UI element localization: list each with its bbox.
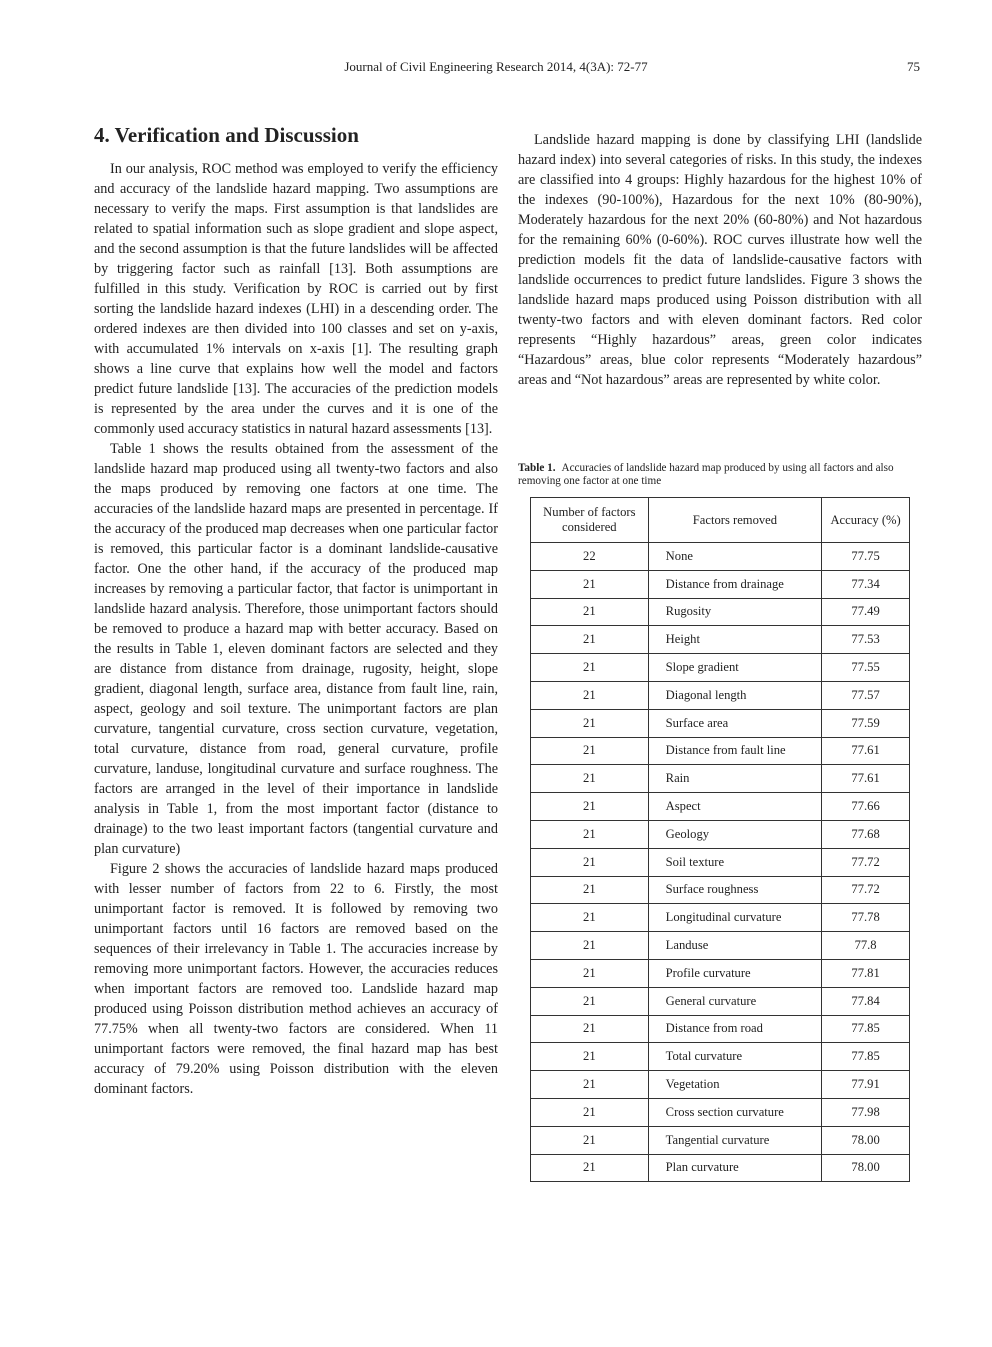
cell-factor-removed: Profile curvature	[648, 959, 822, 987]
paragraph-roc-method: In our analysis, ROC method was employed to verify the efficiency and accuracy of the landslide hazard mapping. Two assumptions are necessary to verify the maps. First assumption is that landslides are related to spatial information such as slope gradient and slope aspect, and the second assumption is that the future landslides will be affected by triggering factor such as rainfall [13]. Both assumptions are fulfilled in this study. Verification by ROC is carried out by first sorting the landslide hazard indexes (LHI) in a descending order. The ordered indexes are then divided into 100 classes and set on y-axis, with accumulated 1% intervals on x-axis [1]. The resulting graph shows a line curve that explains how well the model and factors predict future landslide [13]. The accuracies of the prediction models is represented by the area under the curves and it is one of the commonly used accuracy statistics in natural hazard assessments [13].	[94, 161, 498, 437]
cell-number-of-factors: 21	[531, 793, 649, 821]
cell-factor-removed: Surface roughness	[648, 876, 822, 904]
section-title: 4. Verification and Discussion	[94, 123, 359, 147]
cell-number-of-factors: 21	[531, 848, 649, 876]
cell-factor-removed: None	[648, 543, 822, 571]
cell-number-of-factors: 21	[531, 737, 649, 765]
page-number: 75	[907, 59, 920, 74]
cell-accuracy: 77.49	[822, 598, 910, 626]
table-row	[531, 904, 910, 932]
cell-factor-removed: Distance from drainage	[648, 570, 822, 598]
cell-number-of-factors: 21	[531, 932, 649, 960]
cell-number-of-factors: 21	[531, 1098, 649, 1126]
cell-number-of-factors: 21	[531, 1154, 649, 1182]
cell-number-of-factors: 21	[531, 654, 649, 682]
cell-factor-removed: Distance from road	[648, 1015, 822, 1043]
cell-accuracy: 77.81	[822, 959, 910, 987]
cell-factor-removed: Aspect	[648, 793, 822, 821]
table-header-row	[531, 498, 910, 543]
cell-accuracy: 77.72	[822, 876, 910, 904]
table-row	[531, 570, 910, 598]
table-row	[531, 1071, 910, 1099]
cell-factor-removed: Diagonal length	[648, 681, 822, 709]
table-caption-label: Table 1.	[518, 462, 556, 474]
cell-number-of-factors: 21	[531, 598, 649, 626]
journal-citation: Journal of Civil Engineering Research 2014, 4(3A): 72-77	[344, 59, 648, 74]
cell-accuracy: 77.61	[822, 765, 910, 793]
cell-accuracy: 77.72	[822, 848, 910, 876]
running-header	[0, 59, 992, 79]
cell-accuracy: 78.00	[822, 1154, 910, 1182]
cell-factor-removed: Landuse	[648, 932, 822, 960]
cell-number-of-factors: 21	[531, 1043, 649, 1071]
cell-factor-removed: Surface area	[648, 709, 822, 737]
cell-accuracy: 77.85	[822, 1015, 910, 1043]
paragraph-table-results: Table 1 shows the results obtained from the assessment of the landslide hazard map produced using all twenty-two factors and also the maps produced by removing one factors at one time. The accuracies of the landslide hazard maps are presented in percentage. If the accuracy of the produced map decreases when one particular factor is removed, this particular factor is a dominant landslide-causative factor. One the other hand, if the accuracy of the produced map increases by removing a particular factor, that factor is unimportant in landslide hazard analysis. Therefore, those unimportant factors should be removed to produce a hazard map with better accuracy. Based on the results in Table 1, eleven dominant factors are selected and they are distance from distance from drainage, rugosity, height, slope gradient, diagonal length, surface area, distance from fault line, rain, aspect, geology and soil texture. The unimportant factors are plan curvature, tangential curvature, cross section curvature, vegetation, total curvature, distance from road, general curvature, profile curvature, landuse, longitudinal curvature and surface roughness. The factors are arranged in the level of their importance in landslide analysis in Table 1, from the most important factor (distance to drainage) to the two least important factors (tangential curvature and plan curvature)	[94, 441, 498, 857]
cell-number-of-factors: 21	[531, 570, 649, 598]
cell-factor-removed: Plan curvature	[648, 1154, 822, 1182]
table-row	[531, 820, 910, 848]
paragraph-figure-2: Figure 2 shows the accuracies of landslide hazard maps produced with lesser number of factors from 22 to 6. Firstly, the most unimportant factor is removed. It is followed by removing two unimportant factors until 16 factors are removed based on the sequences of their irrelevancy in Table 1. The accuracies increase by removing more unimportant factors. However, the accuracies reduces when important factors are removed too. Landslide hazard map produced using Poisson distribution method achieves an accuracy of 77.75% when all twenty-two factors are considered. When 11 unimportant factors were removed, the final hazard map has best accuracy of 79.20% using Poisson distribution with the eleven dominant factors.	[94, 861, 498, 1097]
cell-number-of-factors: 21	[531, 765, 649, 793]
cell-factor-removed: Total curvature	[648, 1043, 822, 1071]
cell-accuracy: 77.59	[822, 709, 910, 737]
cell-accuracy: 77.91	[822, 1071, 910, 1099]
table-body	[531, 543, 910, 1182]
header-factors-removed: Factors removed	[648, 498, 822, 543]
table-row	[531, 598, 910, 626]
right-column	[518, 130, 922, 390]
cell-number-of-factors: 21	[531, 820, 649, 848]
table-caption-text: Accuracies of landslide hazard map produced by using all factors and also removing one factor at one time	[518, 462, 894, 487]
cell-accuracy: 77.84	[822, 987, 910, 1015]
cell-factor-removed: Longitudinal curvature	[648, 904, 822, 932]
table-row	[531, 681, 910, 709]
cell-accuracy: 77.8	[822, 932, 910, 960]
table-row	[531, 932, 910, 960]
table-row	[531, 793, 910, 821]
cell-factor-removed: Geology	[648, 820, 822, 848]
cell-number-of-factors: 22	[531, 543, 649, 571]
cell-accuracy: 77.53	[822, 626, 910, 654]
header-number-of-factors: Number of factors considered	[531, 498, 649, 543]
cell-factor-removed: Soil texture	[648, 848, 822, 876]
table-row	[531, 876, 910, 904]
cell-number-of-factors: 21	[531, 959, 649, 987]
cell-number-of-factors: 21	[531, 904, 649, 932]
table-row	[531, 654, 910, 682]
cell-number-of-factors: 21	[531, 1015, 649, 1043]
cell-accuracy: 77.57	[822, 681, 910, 709]
table-row	[531, 709, 910, 737]
cell-accuracy: 77.61	[822, 737, 910, 765]
cell-number-of-factors: 21	[531, 626, 649, 654]
table-row	[531, 1126, 910, 1154]
left-column	[94, 122, 498, 1099]
cell-accuracy: 77.78	[822, 904, 910, 932]
cell-accuracy: 77.68	[822, 820, 910, 848]
table-row	[531, 1015, 910, 1043]
paragraph-hazard-mapping: Landslide hazard mapping is done by classifying LHI (landslide hazard index) into several categories of risks. In this study, the indexes are classified into 4 groups: Highly hazardous for the highest 10% of the indexes (90-100%), Hazardous for the next 10% (80-90%), Moderately hazardous for the next 20% (60-80%) and Not hazardous for the remaining 60% (0-60%). ROC curves illustrate how well the prediction models fit the data of landslide-causative factors with landslide occurrences to predict future landslides. Figure 3 shows the landslide hazard maps produced using Poisson distribution with all twenty-two factors and with eleven dominant factors. Red color represents “Highly hazardous” areas, green color indicates “Hazardous” areas, blue color represents “Moderately hazardous” areas and “Not hazardous” areas are represented by white color.	[518, 132, 922, 388]
cell-factor-removed: Vegetation	[648, 1071, 822, 1099]
cell-accuracy: 77.55	[822, 654, 910, 682]
table-row	[531, 1154, 910, 1182]
accuracy-table	[530, 497, 910, 1182]
cell-accuracy: 77.85	[822, 1043, 910, 1071]
table-row	[531, 987, 910, 1015]
cell-accuracy: 77.66	[822, 793, 910, 821]
cell-factor-removed: General curvature	[648, 987, 822, 1015]
cell-accuracy: 78.00	[822, 1126, 910, 1154]
cell-number-of-factors: 21	[531, 681, 649, 709]
table-row	[531, 737, 910, 765]
cell-number-of-factors: 21	[531, 876, 649, 904]
table-row	[531, 626, 910, 654]
cell-number-of-factors: 21	[531, 1126, 649, 1154]
cell-accuracy: 77.34	[822, 570, 910, 598]
cell-factor-removed: Cross section curvature	[648, 1098, 822, 1126]
cell-factor-removed: Slope gradient	[648, 654, 822, 682]
table-row	[531, 959, 910, 987]
cell-factor-removed: Rain	[648, 765, 822, 793]
cell-number-of-factors: 21	[531, 987, 649, 1015]
header-accuracy: Accuracy (%)	[822, 498, 910, 543]
table-caption	[518, 462, 922, 488]
table-row	[531, 848, 910, 876]
cell-accuracy: 77.75	[822, 543, 910, 571]
cell-number-of-factors: 21	[531, 1071, 649, 1099]
cell-factor-removed: Rugosity	[648, 598, 822, 626]
cell-accuracy: 77.98	[822, 1098, 910, 1126]
table-row	[531, 1043, 910, 1071]
table-row	[531, 1098, 910, 1126]
cell-factor-removed: Tangential curvature	[648, 1126, 822, 1154]
table-row	[531, 543, 910, 571]
cell-number-of-factors: 21	[531, 709, 649, 737]
cell-factor-removed: Distance from fault line	[648, 737, 822, 765]
cell-factor-removed: Height	[648, 626, 822, 654]
table-row	[531, 765, 910, 793]
